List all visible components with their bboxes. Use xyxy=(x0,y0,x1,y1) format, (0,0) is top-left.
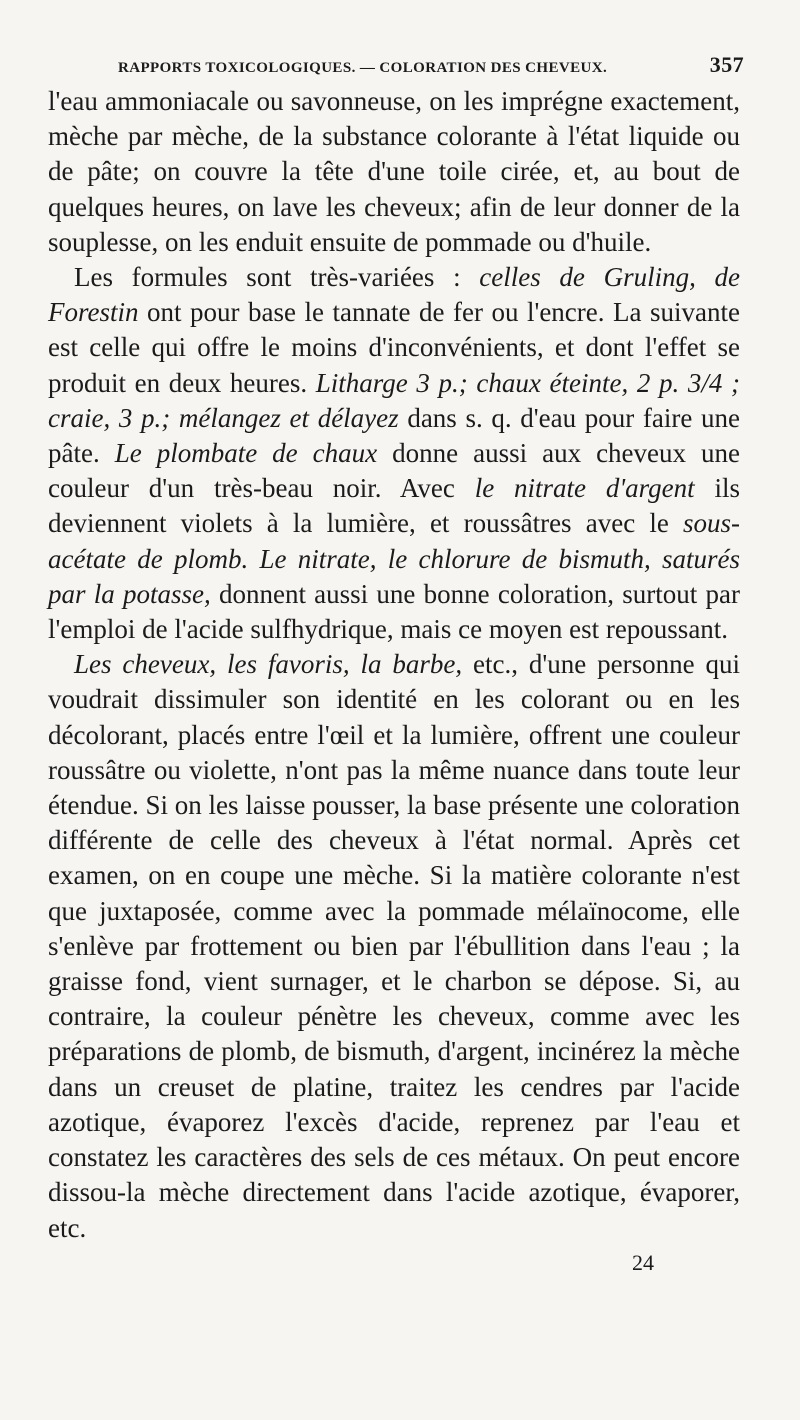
italic-text-run: Les cheveux, les favoris, la barbe, xyxy=(74,649,463,680)
text-run: ont pour base le tannate de fer ou l'encre. La suivante est celle qui offre le moins d'inconvénients, et dont l'effet se produit en deux heures. xyxy=(48,297,740,398)
paragraph-2 xyxy=(48,260,740,647)
body-text xyxy=(48,84,740,1246)
text-run: donnent aussi une bonne coloration, surtout par l'emploi de l'acide sulfhydrique, mais ce moyen est repoussant. xyxy=(48,578,740,645)
text-run: etc., d'une personne qui voudrait dissimuler son identité en les colorant ou en les décolorant, placés entre l'œil et la lumière, offrent une couleur roussâtre ou violette, n'ont pas la même nuance dans toute leur étendue. Si on les laisse pousser, la base présente une coloration différente de celle des cheveux à l'état normal. Après cet examen, on en coupe une mèche. Si la matière colorante n'est que juxtaposée, comme avec la pommade mélaïnocome, elle s'enlève par frottement ou bien par l'ébullition dans l'eau ; la graisse fond, vient surnager, et le charbon se dépose. Si, au contraire, la couleur pénètre les cheveux, comme avec les préparations de plomb, de bismuth, d'argent, incinérez la mèche dans un creuset de platine, traitez les cendres par l'acide azotique, évaporez l'excès d'acide, reprenez par l'eau et constatez les caractères des sels de ces métaux. On peut encore dissou-la mèche directement dans l'acide azotique, évaporer, etc. xyxy=(48,649,740,1243)
text-run: Les formules sont très-variées : xyxy=(74,262,480,293)
paragraph-3 xyxy=(48,647,740,1245)
text-run: ils deviennent violets à la lumière, et roussâtres avec le xyxy=(48,473,740,539)
italic-text-run: Le plombate de chaux xyxy=(114,438,378,469)
text-run: dans s. q. d'eau pour faire une pâte. xyxy=(48,402,741,469)
italic-text-run: sous-acétate de plomb. Le nitrate, le chlorure de bismuth, saturés par la potasse, xyxy=(48,508,740,609)
book-page xyxy=(48,52,744,1276)
running-head xyxy=(118,52,744,78)
text-run: donne aussi aux cheveux une couleur d'un très-beau noir. Avec xyxy=(48,438,741,504)
page-number: 357 xyxy=(709,52,744,77)
text-run: l'eau ammoniacale ou savonneuse, on les imprégne exactement, mèche par mèche, de la substance colorante à l'état liquide ou de pâte; on couvre la tête d'une toile cirée, et, au bout de quelques heures, on lave les cheveux; afin de leur donner de la souplesse, on les enduit ensuite de pommade ou d'huile. xyxy=(48,86,740,257)
running-title: RAPPORTS TOXICOLOGIQUES. — COLORATION DES CHEVEUX. xyxy=(118,60,608,76)
paragraph-1 xyxy=(48,84,740,260)
italic-text-run: Litharge 3 p.; chaux éteinte, 2 p. 3/4 ; craie, 3 p.; mélangez et délayez xyxy=(48,367,740,433)
italic-text-run: le nitrate d'argent xyxy=(474,473,695,504)
signature-mark: 24 xyxy=(632,1249,654,1275)
italic-text-run: celles de Gruling, de Forestin xyxy=(48,262,740,328)
